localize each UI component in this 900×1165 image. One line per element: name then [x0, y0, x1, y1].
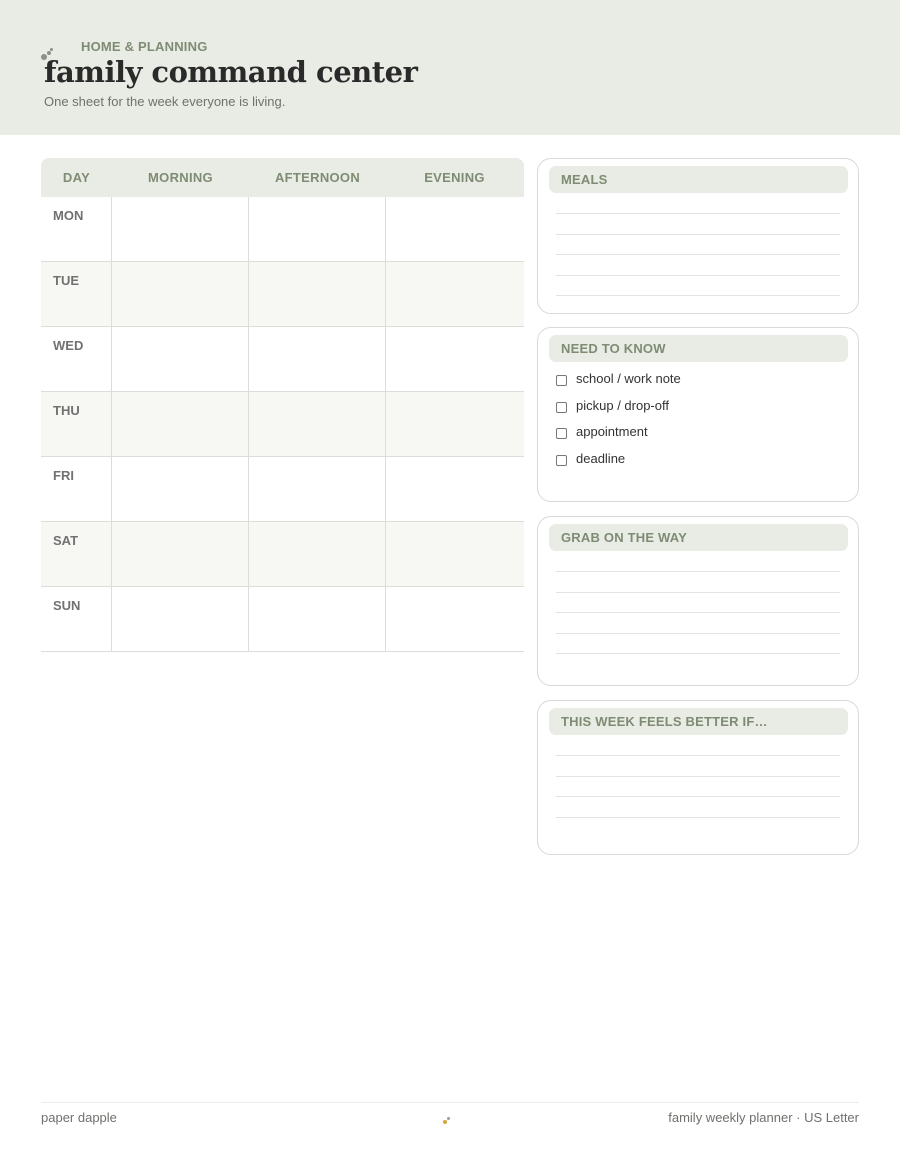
evening-cell[interactable]: [386, 587, 523, 651]
writing-line[interactable]: [556, 571, 840, 572]
writing-line[interactable]: [556, 234, 840, 235]
morning-cell[interactable]: [112, 392, 249, 456]
checklist-item-label: deadline: [576, 450, 626, 466]
footer-divider: [41, 1102, 859, 1103]
checklist-item[interactable]: [556, 423, 648, 439]
morning-cell[interactable]: [112, 457, 249, 521]
schedule-row-tue: [41, 262, 524, 327]
day-label: MON: [41, 197, 112, 261]
writing-line[interactable]: [556, 653, 840, 654]
evening-cell[interactable]: [386, 262, 523, 326]
checklist-item-label: school / work note: [576, 370, 681, 386]
column-header-day: DAY: [62, 170, 91, 185]
writing-line[interactable]: [556, 275, 840, 276]
afternoon-cell[interactable]: [249, 197, 386, 261]
meals-card: [537, 158, 859, 314]
schedule-row-fri: [41, 457, 524, 522]
grab-card-title: GRAB ON THE WAY: [549, 524, 848, 551]
writing-line[interactable]: [556, 254, 840, 255]
column-header-afternoon: AFTERNOON: [274, 170, 361, 185]
writing-line[interactable]: [556, 295, 840, 296]
morning-cell[interactable]: [112, 327, 249, 391]
evening-cell[interactable]: [386, 327, 523, 391]
writing-line[interactable]: [556, 612, 840, 613]
checkbox-icon[interactable]: [556, 428, 567, 439]
checkbox-icon[interactable]: [556, 402, 567, 413]
morning-cell[interactable]: [112, 262, 249, 326]
writing-line[interactable]: [556, 592, 840, 593]
day-label: SUN: [41, 587, 112, 651]
afternoon-cell[interactable]: [249, 457, 386, 521]
column-header-evening: EVENING: [424, 170, 485, 185]
day-label: THU: [41, 392, 112, 456]
day-label: TUE: [41, 262, 112, 326]
page-title: family command center: [44, 55, 418, 89]
afternoon-cell[interactable]: [249, 522, 386, 586]
checkbox-icon[interactable]: [556, 455, 567, 466]
checklist-item[interactable]: [556, 397, 669, 413]
checkbox-icon[interactable]: [556, 375, 567, 386]
schedule-row-sun: [41, 587, 524, 652]
morning-cell[interactable]: [112, 587, 249, 651]
schedule-row-mon: [41, 197, 524, 262]
afternoon-cell[interactable]: [249, 392, 386, 456]
writing-line[interactable]: [556, 633, 840, 634]
feels-better-card: [537, 700, 859, 855]
checklist-item-label: appointment: [576, 423, 648, 439]
evening-cell[interactable]: [386, 457, 523, 521]
schedule-body: [41, 197, 524, 652]
dapple-mark-icon: [443, 1117, 451, 1125]
column-header-morning: MORNING: [148, 170, 213, 185]
day-label: SAT: [41, 522, 112, 586]
evening-cell[interactable]: [386, 392, 523, 456]
schedule-row-thu: [41, 392, 524, 457]
schedule-row-wed: [41, 327, 524, 392]
weekly-schedule-grid: [41, 158, 524, 652]
day-label: FRI: [41, 457, 112, 521]
feels-better-card-title: THIS WEEK FEELS BETTER IF…: [549, 708, 848, 735]
footer-product-info: family weekly planner · US Letter: [668, 1110, 859, 1125]
afternoon-cell[interactable]: [249, 587, 386, 651]
writing-line[interactable]: [556, 213, 840, 214]
writing-line[interactable]: [556, 776, 840, 777]
morning-cell[interactable]: [112, 197, 249, 261]
footer-brand: paper dapple: [41, 1110, 117, 1125]
checklist-item[interactable]: [556, 370, 681, 386]
checklist-item[interactable]: [556, 450, 625, 466]
afternoon-cell[interactable]: [249, 262, 386, 326]
evening-cell[interactable]: [386, 522, 523, 586]
evening-cell[interactable]: [386, 197, 523, 261]
page-subtitle: One sheet for the week everyone is living.: [44, 94, 286, 109]
meals-card-title: MEALS: [549, 166, 848, 193]
schedule-row-sat: [41, 522, 524, 587]
grab-on-the-way-card: [537, 516, 859, 686]
writing-line[interactable]: [556, 796, 840, 797]
checklist-item-label: pickup / drop-off: [576, 397, 669, 413]
schedule-header-row: [41, 158, 524, 197]
day-label: WED: [41, 327, 112, 391]
need-to-know-card-title: NEED TO KNOW: [549, 335, 848, 362]
need-to-know-card: [537, 327, 859, 502]
writing-line[interactable]: [556, 755, 840, 756]
header-eyebrow: HOME & PLANNING: [81, 39, 208, 54]
page-header: [0, 0, 900, 135]
writing-line[interactable]: [556, 817, 840, 818]
morning-cell[interactable]: [112, 522, 249, 586]
afternoon-cell[interactable]: [249, 327, 386, 391]
